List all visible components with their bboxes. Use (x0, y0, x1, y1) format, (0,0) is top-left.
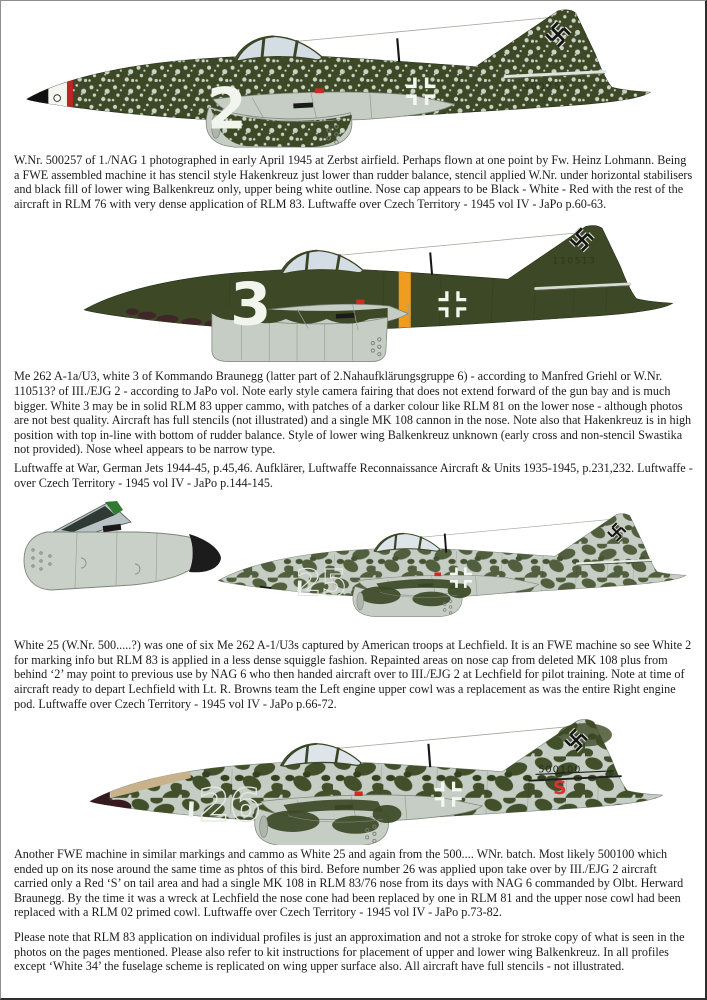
caption-white-25: White 25 (W.Nr. 500.....?) was one of six Me 262 A-1/U3s captured by American troops at Lechfield. It is an FWE machine so see White 2 for marking info but RLM 83 is applied in a less dense squiggle fashion. Repainted areas on nose cap from deleted MK 108 plus from behind ‘2’ may point to previous use by NAG 6 who then handed aircraft over to III./EJG 2 at Lechfield for pilot training. Note at time of aircraft ready to depart Lechfield with Lt. R. Browns team the Left engine upper cowl was a replacement as was the entire Right engine pod. Luftwaffe over Czech Territory - 1945 vol IV - JaPo p.66-72. (14, 638, 692, 711)
caption-white-2: W.Nr. 500257 of 1./NAG 1 photographed in early April 1945 at Zerbst airfield. Perhaps flown at one point by Fw. Heinz Lohmann. Being a FWE assembled machine it has stencil style Hakenkreuz just lower than rudder balance, stencil applied W.Nr. under horizontal stabilisers and black fill of lower wing Balkenkreuz only, upper being white outline. Nose cap appears to be Black - White - Red with the rest of the aircraft in RLM 76 with very dense application of RLM 83. Luftwaffe over Czech Territory - 1945 vol IV - JaPo p.60-63. (14, 153, 693, 211)
caption-white-26: Another FWE machine in similar markings and cammo as White 25 and again from the 500.... WNr. batch. Most likely 500100 which ended up on its nose around the same time as phtos of this bird. Before number 26 was applied upon take over by III./EJG 2 aircraft carried only a Red ‘S’ on tail area and had a single MK 108 in RLM 83/76 nose from its days with NAG 6 commanded by Olbt. Herward Braunegg. By the time it was a wreck at Lechfield the nose cone had been replaced by one in RLM 81 and the upper nose cowl had been replaced with a RLM 02 primed cowl. Luftwaffe over Czech Territory - 1945 vol IV - JaPo p.73-82. (14, 847, 684, 920)
nose-detail-inset (24, 501, 221, 590)
black-nose-cone (189, 534, 221, 572)
caption-white-3-references: Luftwaffe at War, German Jets 1944-45, p.45,46. Aufklärer, Luftwaffe Reconnaissance Aircraft & Units 1935-1945, p.231,232. Luftwaffe - over Czech Territory - 1945 vol IV - JaPo p.144-145. (14, 460, 693, 490)
werk-number: 500257 (523, 81, 570, 93)
far-wingtip (189, 801, 194, 817)
nose-cap-red-stripe (67, 70, 73, 121)
orange-fuselage-band (399, 255, 411, 344)
antenna-mast (430, 253, 432, 275)
werk-number: 500100 (538, 764, 582, 776)
antenna-mast (397, 38, 399, 62)
werk-number: 110513 (552, 255, 597, 267)
aircraft-profile-white-25 (1, 494, 707, 636)
aircraft-profile-white-3 (1, 215, 707, 367)
tactical-number: 25 (295, 561, 347, 605)
caption-white-3: Me 262 A-1a/U3, white 3 of Kommando Braunegg (latter part of 2.Nahaufklärungsgruppe 6) - according to Manfred Griehl or W.Nr. 110513? of III./EJG 2 - according to JaPo vol. Note early style camera fairing that does not extend forward of the gun bay and is much bigger. White 3 may be in solid RLM 83 upper cammo, with patches of a darker colour like RLM 81 on the lower nose - although photos are not best quality. Aircraft has full stencils (not illustrated) and a single MK 108 cannon in the nose. Note also that Hakenkreuz is in high position with top in-line with bottom of rudder balance. Style of lower wing Balkenkreuz unknown (early cross and non-stencil Swastika not provided). Nose wheel appears to be narrow type. (14, 369, 692, 457)
nose-cap (21, 70, 73, 121)
tactical-number: 3 (230, 269, 272, 339)
antenna-mast (428, 744, 430, 767)
red-tail-letter: S (552, 777, 567, 800)
camera-port (54, 95, 61, 102)
tactical-number: 26 (198, 779, 261, 833)
maroon-nose-cone (81, 767, 110, 821)
tactical-number: 2 (206, 76, 247, 143)
footnote: Please note that RLM 83 application on individual profiles is just an approximation and not a stroke for stroke copy of what is seen in the photos on the pages mentioned. Please also refer to kit instructions for placement of upper and lower wing Balkenkreuz. In all profiles except ‘White 34’ the fuselage scheme is replicated on wing upper surface also. All aircraft have full stencils - not illustrated. (14, 930, 685, 974)
aircraft-profile-white-2 (1, 1, 707, 151)
nose-body (24, 532, 193, 590)
nose-cap-black (21, 74, 48, 118)
aircraft-profile-white-26 (1, 715, 707, 845)
